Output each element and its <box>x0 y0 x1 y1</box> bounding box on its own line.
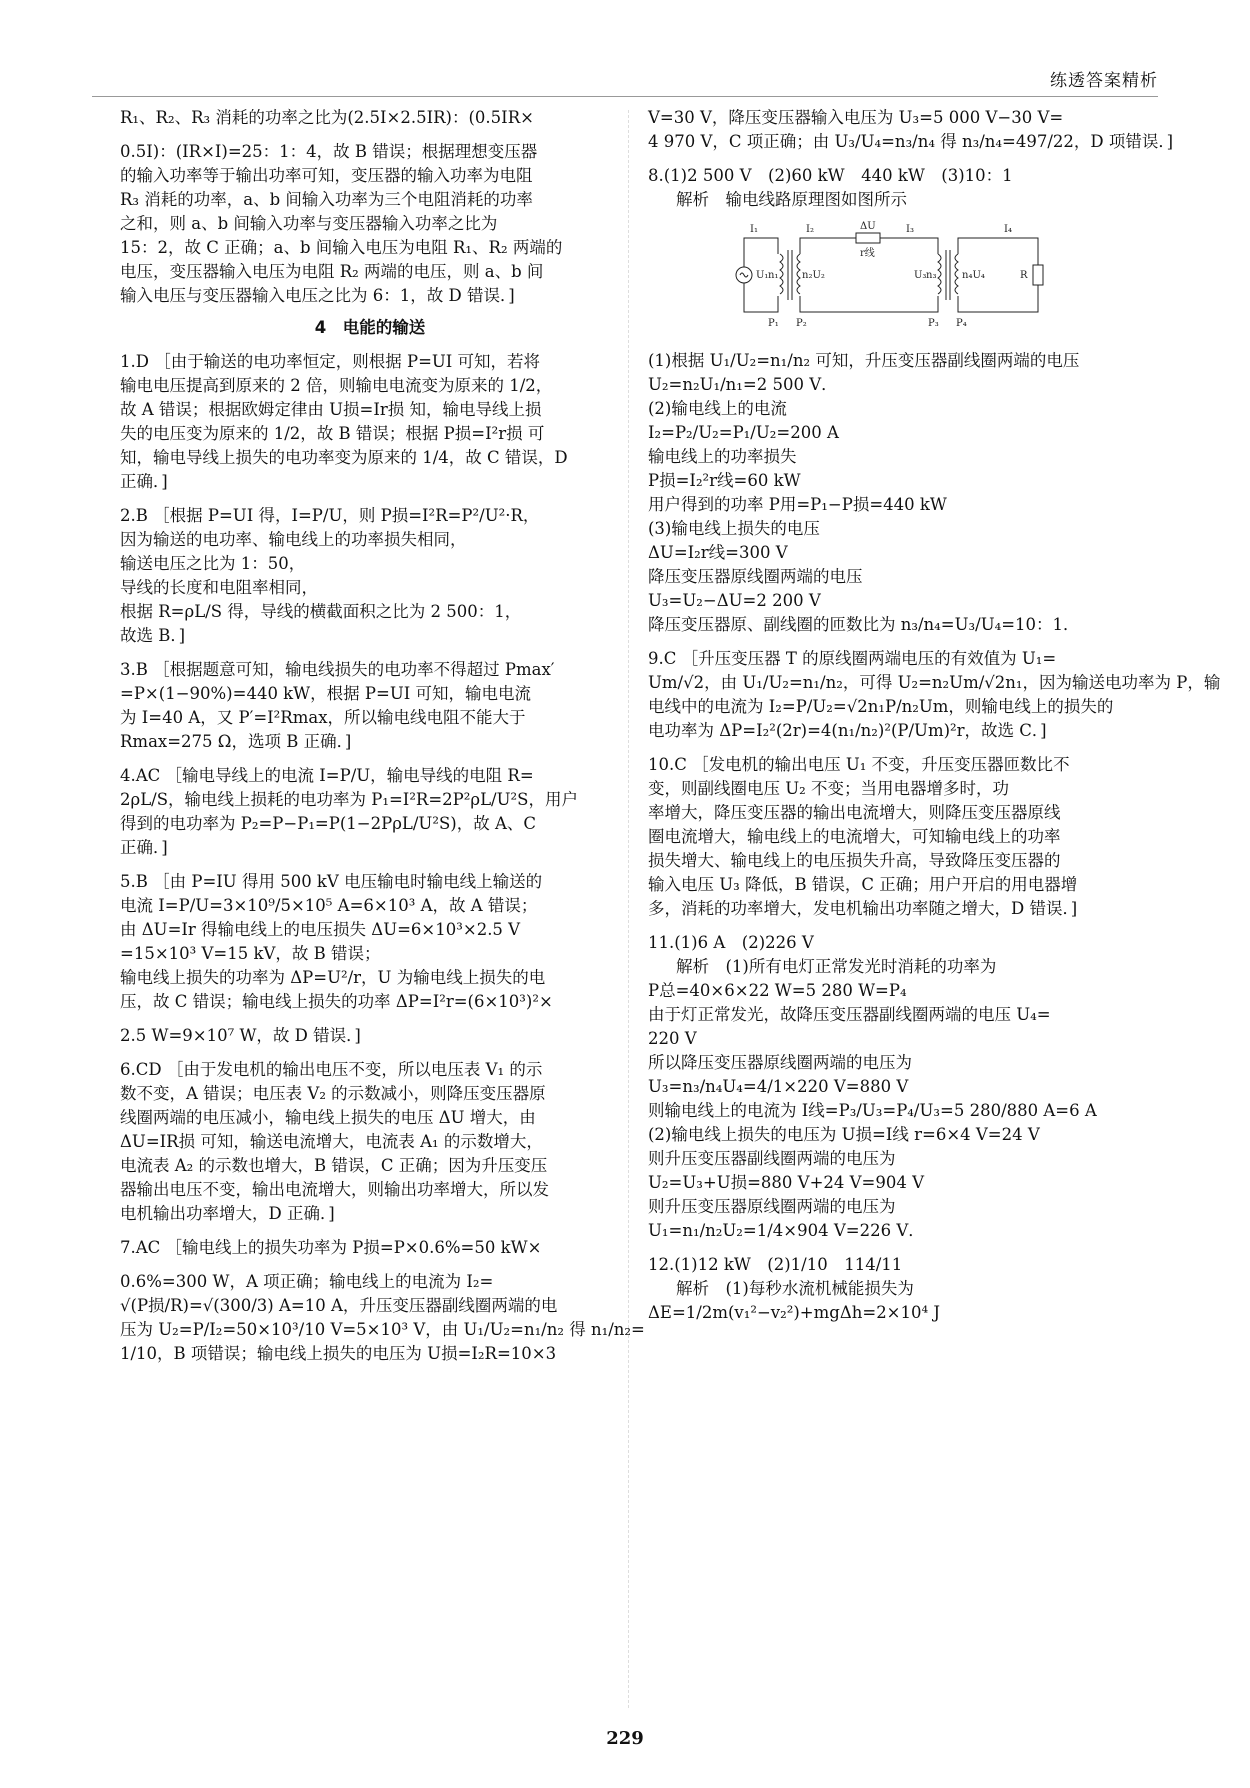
label-i2: I₂ <box>806 224 814 235</box>
text-line: (2)输电线上损失的电压为 U损=I线 r=6×4 V=24 V <box>648 1125 1040 1144</box>
text-line: 电流表 A₂ 的示数也增大，B 错误，C 正确；因为升压变压 <box>120 1156 548 1175</box>
label-n3: n₃ <box>926 270 937 281</box>
text-line: 的输入功率等于输出功率可知，变压器的输入功率为电阻 <box>120 166 533 185</box>
text-line: 线圈两端的电压减小，输电线上损失的电压 ΔU 增大，由 <box>120 1108 536 1127</box>
text-line: I₂=P₂/U₂=P₁/U₂=200 A <box>648 423 839 442</box>
running-header: 练透答案精析 <box>1050 71 1158 91</box>
label-p2: P₂ <box>796 318 807 329</box>
text-line: 输入电压与变压器输入电压之比为 6：1，故 D 错误．] <box>120 286 515 305</box>
left-column <box>120 106 645 1366</box>
transmission-circuit-diagram <box>728 220 1058 330</box>
label-p3: P₃ <box>928 318 939 329</box>
column-divider <box>628 110 629 1708</box>
text-line: 2ρL/S，输电线上损耗的电功率为 P₁=I²R=2P²ρL/U²S，用户 <box>120 790 578 809</box>
text-line: 用户得到的功率 P用=P₁−P损=440 kW <box>648 495 947 514</box>
right-column <box>648 106 1221 1325</box>
text-line: 电压，变压器输入电压为电阻 R₂ 两端的电压，则 a、b 间 <box>120 262 544 281</box>
text-line: R₁、R₂、R₃ 消耗的功率之比为(2.5I×2.5IR)：(0.5IR× <box>120 108 534 127</box>
text-line: 正确．] <box>120 838 168 857</box>
text-line: 则输电线上的电流为 I线=P₃/U₃=P₄/U₃=5 280/880 A=6 A <box>648 1101 1097 1120</box>
text-line: 8.(1)2 500 V (2)60 kW 440 kW (3)10：1 <box>648 166 1013 185</box>
text-line: 导线的长度和电阻率相同， <box>120 578 318 597</box>
text-line: 压为 U₂=P/I₂=50×10³/10 V=5×10³ V，由 U₁/U₂=n₁/n₂ 得 n₁/n₂= <box>120 1320 645 1339</box>
text-line: 4.AC ［输电导线上的电流 I=P/U，输电导线的电阻 R= <box>120 766 534 785</box>
label-du: ΔU <box>860 221 876 232</box>
label-n1: n₁ <box>768 270 779 281</box>
right-top-text <box>648 106 1174 212</box>
text-line: 因为输送的电功率、输电线上的功率损失相同， <box>120 530 467 549</box>
text-line: =15×10³ V=15 kV，故 B 错误； <box>120 944 381 963</box>
label-i4: I₄ <box>1004 224 1012 235</box>
label-p4: P₄ <box>956 318 967 329</box>
header-rule <box>92 96 1158 97</box>
text-line: 6.CD ［由于发电机的输出电压不变，所以电压表 V₁ 的示 <box>120 1060 543 1079</box>
text-line: 电机输出功率增大，D 正确．] <box>120 1204 335 1223</box>
text-line: 降压变压器原线圈两端的电压 <box>648 567 863 586</box>
line-resistor-icon <box>856 233 880 243</box>
label-p1: P₁ <box>768 318 779 329</box>
text-line: 12.(1)12 kW (2)1/10 114/11 <box>648 1255 903 1274</box>
text-line: (2)输电线上的电流 <box>648 399 787 418</box>
text-line: (3)输电线上损失的电压 <box>648 519 820 538</box>
text-line: V=30 V，降压变压器输入电压为 U₃=5 000 V−30 V= <box>648 108 1064 127</box>
text-line: 损失增大、输电线上的电压损失升高，导致降压变压器的 <box>648 851 1061 870</box>
load-resistor-icon <box>1033 265 1043 285</box>
label-i1: I₁ <box>750 224 758 235</box>
text-line: 输电电压提高到原来的 2 倍，则输电电流变为原来的 1/2， <box>120 376 553 395</box>
text-line: 所以降压变压器原线圈两端的电压为 <box>648 1053 912 1072</box>
text-line: =P×(1−90%)=440 kW，根据 P=UI 可知，输电电流 <box>120 684 531 703</box>
page-number: 229 <box>606 1728 644 1749</box>
text-line: 3.B ［根据题意可知，输电线损失的电功率不得超过 Pmax′ <box>120 660 555 679</box>
text-line: 根据 R=ρL/S 得，导线的横截面积之比为 2 500：1， <box>120 602 522 621</box>
text-line: 1.D ［由于输送的电功率恒定，则根据 P=UI 可知，若将 <box>120 352 541 371</box>
text-line: 15：2，故 C 正确；a、b 间输入电压为电阻 R₁、R₂ 两端的 <box>120 238 563 257</box>
text-line: 0.5I)：(IR×I)=25：1：4，故 B 错误；根据理想变压器 <box>120 142 538 161</box>
label-rline: r线 <box>860 248 875 259</box>
text-line: 电线中的电流为 I₂=P/U₂=√2n₁P/n₂Um，则输电线上的损失的 <box>648 697 1114 716</box>
text-line: 解析 (1)所有电灯正常发光时消耗的功率为 <box>676 957 997 976</box>
text-line: 则升压变压器副线圈两端的电压为 <box>648 1149 896 1168</box>
text-line: 解析 输电线路原理图如图所示 <box>676 190 907 209</box>
text-line: 降压变压器原、副线圈的匝数比为 n₃/n₄=U₃/U₄=10：1． <box>648 615 1080 634</box>
text-line: 1/10，B 项错误；输电线上损失的电压为 U损=I₂R=10×3 <box>120 1344 557 1363</box>
right-bottom-text <box>648 349 1221 1325</box>
text-line: U₃=U₂−ΔU=2 200 V <box>648 591 821 610</box>
text-line: 2.5 W=9×10⁷ W，故 D 错误．] <box>120 1026 361 1045</box>
text-line: Um/√2，由 U₁/U₂=n₁/n₂，可得 U₂=n₂Um/√2n₁，因为输送电功率为 P，输 <box>648 673 1221 692</box>
text-line: U₁=n₁/n₂U₂=1/4×904 V=226 V． <box>648 1221 925 1240</box>
text-line: 器输出电压不变，输出电流增大，则输出功率增大，所以发 <box>120 1180 549 1199</box>
text-line: 得到的电功率为 P₂=P−P₁=P(1−2PρL/U²S)，故 A、C <box>120 814 536 833</box>
text-line: 由于灯正常发光，故降压变压器副线圈两端的电压 U₄= <box>648 1005 1051 1024</box>
text-line: 10.C ［发电机的输出电压 U₁ 不变，升压变压器匝数比不 <box>648 755 1070 774</box>
text-line: 9.C ［升压变压器 T 的原线圈两端电压的有效值为 U₁= <box>648 649 1057 668</box>
text-line: 之和，则 a、b 间输入功率与变压器输入功率之比为 <box>120 214 498 233</box>
text-line: 正确．] <box>120 472 168 491</box>
label-r: R <box>1020 270 1028 281</box>
text-line: 数不变，A 错误；电压表 V₂ 的示数减小，则降压变压器原 <box>120 1084 546 1103</box>
text-line: 圈电流增大，输电线上的电流增大，可知输电线上的功率 <box>648 827 1061 846</box>
text-line: 失的电压变为原来的 1/2，故 B 错误；根据 P损=I²r损 可 <box>120 424 545 443</box>
text-line: 知，输电导线上损失的电功率变为原来的 1/4，故 C 错误，D <box>120 448 568 467</box>
text-line: R₃ 消耗的功率，a、b 间输入功率为三个电阻消耗的功率 <box>120 190 533 209</box>
label-n2u2: n₂U₂ <box>802 270 825 281</box>
text-line: (1)根据 U₁/U₂=n₁/n₂ 可知，升压变压器副线圈两端的电压 <box>648 351 1080 370</box>
text-line: ΔU=IR损 可知，输送电流增大，电流表 A₁ 的示数增大， <box>120 1132 543 1151</box>
text-line: 电流 I=P/U=3×10⁹/5×10⁵ A=6×10³ A，故 A 错误； <box>120 896 538 915</box>
text-line: U₂=n₂U₁/n₁=2 500 V． <box>648 375 838 394</box>
text-line: 输电线上的功率损失 <box>648 447 797 466</box>
text-line: 变，则副线圈电压 U₂ 不变；当用电器增多时，功 <box>648 779 1010 798</box>
label-n4u4: n₄U₄ <box>962 270 985 281</box>
text-line: ΔE=1/2m(v₁²−v₂²)+mgΔh=2×10⁴ J <box>648 1303 940 1322</box>
text-line: Rmax=275 Ω，选项 B 正确．] <box>120 732 352 751</box>
text-line: 为 I=40 A，又 P′=I²Rmax，所以输电线电阻不能大于 <box>120 708 526 727</box>
text-line: 0.6%=300 W，A 项正确；输电线上的电流为 I₂= <box>120 1272 494 1291</box>
text-line: 220 V <box>648 1029 697 1048</box>
text-line: P损=I₂²r线=60 kW <box>648 471 801 490</box>
text-line: 11.(1)6 A (2)226 V <box>648 933 814 952</box>
text-line: 多，消耗的功率增大，发电机输出功率随之增大，D 错误．] <box>648 899 1078 918</box>
text-line: 5.B ［由 P=IU 得用 500 kV 电压输电时输电线上输送的 <box>120 872 543 891</box>
text-line: 2.B ［根据 P=UI 得，I=P/U，则 P损=I²R=P²/U²·R， <box>120 506 540 525</box>
text-line: 4 970 V，C 项正确；由 U₃/U₄=n₃/n₄ 得 n₃/n₄=497/22，D 项错误．] <box>648 132 1174 151</box>
text-line: U₃=n₃/n₄U₄=4/1×220 V=880 V <box>648 1077 909 1096</box>
text-line: 压，故 C 错误；输电线上损失的功率 ΔP=I²r=(6×10³)²× <box>120 992 553 1011</box>
text-line: 输电线上损失的功率为 ΔP=U²/r，U 为输电线上损失的电 <box>120 968 546 987</box>
text-line: 4 电能的输送 <box>314 318 426 337</box>
text-line: 故 A 错误；根据欧姆定律由 U损=Ir损 知，输电导线上损 <box>120 400 542 419</box>
text-line: √(P损/R)=√(300/3) A=10 A，升压变压器副线圈两端的电 <box>120 1296 558 1315</box>
text-line: 则升压变压器原线圈两端的电压为 <box>648 1197 896 1216</box>
text-line: 电功率为 ΔP=I₂²(2r)=4(n₁/n₂)²(P/Um)²r，故选 C．] <box>648 721 1047 740</box>
text-line: 解析 (1)每秒水流机械能损失为 <box>676 1279 914 1298</box>
label-i3: I₃ <box>906 224 914 235</box>
text-line: P总=40×6×22 W=5 280 W=P₄ <box>648 981 907 1000</box>
text-line: 由 ΔU=Ir 得输电线上的电压损失 ΔU=6×10³×2.5 V <box>120 920 521 939</box>
text-line: U₂=U₃+U损=880 V+24 V=904 V <box>648 1173 925 1192</box>
text-line: 率增大，降压变压器的输出电流增大，则降压变压器原线 <box>648 803 1061 822</box>
text-line: 7.AC ［输电线上的损失功率为 P损=P×0.6%=50 kW× <box>120 1238 542 1257</box>
text-line: 输入电压 U₃ 降低，B 错误，C 正确；用户开启的用电器增 <box>648 875 1078 894</box>
label-u1: U₁ <box>756 270 769 281</box>
text-line: 输送电压之比为 1：50， <box>120 554 306 573</box>
text-line: 故选 B．] <box>120 626 186 645</box>
label-u3: U₃ <box>914 270 927 281</box>
text-line: ΔU=I₂r线=300 V <box>648 543 788 562</box>
